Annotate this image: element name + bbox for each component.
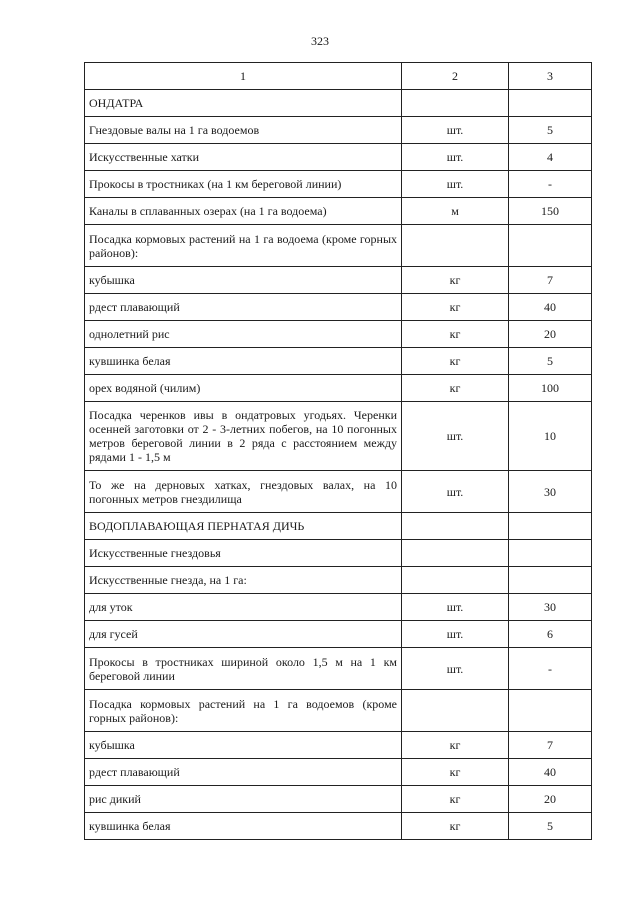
- unit-cell: кг: [402, 294, 509, 321]
- table-row: [85, 225, 592, 267]
- item-name-cell: орех водяной (чилим): [85, 375, 402, 402]
- value-cell: [509, 225, 592, 267]
- unit-cell: шт.: [402, 144, 509, 171]
- section-title: ВОДОПЛАВАЮЩАЯ ПЕРНАТАЯ ДИЧЬ: [85, 513, 402, 540]
- table-row: [85, 117, 592, 144]
- item-name-cell: кубышка: [85, 732, 402, 759]
- table-row: [85, 144, 592, 171]
- unit-cell: шт.: [402, 471, 509, 513]
- item-name-cell: для гусей: [85, 621, 402, 648]
- unit-cell: шт.: [402, 648, 509, 690]
- item-name-cell: Искусственные гнезда, на 1 га:: [85, 567, 402, 594]
- item-name-cell: То же на дерновых хатках, гнездовых валах, на 10 погонных метров гнездилища: [85, 471, 402, 513]
- item-name-cell: Прокосы в тростниках (на 1 км береговой линии): [85, 171, 402, 198]
- value-cell: 20: [509, 786, 592, 813]
- section-row: [85, 90, 592, 117]
- item-name-cell: Посадка кормовых растений на 1 га водоемов (кроме горных районов):: [85, 690, 402, 732]
- table-row: [85, 375, 592, 402]
- value-cell: [509, 540, 592, 567]
- table-row: [85, 198, 592, 225]
- norms-table: [84, 62, 592, 840]
- item-name-cell: Посадка черенков ивы в ондатровых угодьях. Черенки осенней заготовки от 2 - 3-летних побегов, на 10 погонных метров береговой линии в 2 ряда с расстоянием между рядами 1 - 1,5 м: [85, 402, 402, 471]
- unit-cell: кг: [402, 759, 509, 786]
- value-cell: 30: [509, 471, 592, 513]
- item-name-cell: для уток: [85, 594, 402, 621]
- value-cell: 5: [509, 813, 592, 840]
- value-cell: -: [509, 648, 592, 690]
- table-row: [85, 813, 592, 840]
- unit-cell: [402, 90, 509, 117]
- table-row: [85, 471, 592, 513]
- unit-cell: шт.: [402, 117, 509, 144]
- unit-cell: шт.: [402, 594, 509, 621]
- unit-cell: кг: [402, 786, 509, 813]
- column-header: 3: [509, 63, 592, 90]
- item-name-cell: рис дикий: [85, 786, 402, 813]
- unit-cell: шт.: [402, 402, 509, 471]
- value-cell: 40: [509, 294, 592, 321]
- table-row: [85, 171, 592, 198]
- item-name-cell: Прокосы в тростниках шириной около 1,5 м на 1 км береговой линии: [85, 648, 402, 690]
- column-header: 1: [85, 63, 402, 90]
- value-cell: 7: [509, 732, 592, 759]
- value-cell: 7: [509, 267, 592, 294]
- table-row: [85, 267, 592, 294]
- table-row: [85, 621, 592, 648]
- unit-cell: [402, 513, 509, 540]
- table-row: [85, 540, 592, 567]
- unit-cell: кг: [402, 321, 509, 348]
- table-header-row: [85, 63, 592, 90]
- section-title: ОНДАТРА: [85, 90, 402, 117]
- item-name-cell: рдест плавающий: [85, 294, 402, 321]
- item-name-cell: однолетний рис: [85, 321, 402, 348]
- value-cell: 20: [509, 321, 592, 348]
- value-cell: [509, 90, 592, 117]
- unit-cell: [402, 567, 509, 594]
- value-cell: 150: [509, 198, 592, 225]
- table-row: [85, 348, 592, 375]
- unit-cell: [402, 225, 509, 267]
- value-cell: 4: [509, 144, 592, 171]
- unit-cell: кг: [402, 348, 509, 375]
- unit-cell: м: [402, 198, 509, 225]
- table-row: [85, 321, 592, 348]
- table-row: [85, 594, 592, 621]
- item-name-cell: Искусственные гнездовья: [85, 540, 402, 567]
- value-cell: 40: [509, 759, 592, 786]
- column-header: 2: [402, 63, 509, 90]
- item-name-cell: Гнездовые валы на 1 га водоемов: [85, 117, 402, 144]
- item-name-cell: рдест плавающий: [85, 759, 402, 786]
- value-cell: [509, 513, 592, 540]
- item-name-cell: кувшинка белая: [85, 348, 402, 375]
- unit-cell: кг: [402, 375, 509, 402]
- value-cell: [509, 690, 592, 732]
- item-name-cell: кувшинка белая: [85, 813, 402, 840]
- unit-cell: [402, 690, 509, 732]
- unit-cell: кг: [402, 267, 509, 294]
- table-row: [85, 759, 592, 786]
- table-row: [85, 294, 592, 321]
- item-name-cell: Посадка кормовых растений на 1 га водоема (кроме горных районов):: [85, 225, 402, 267]
- value-cell: 5: [509, 117, 592, 144]
- table-row: [85, 732, 592, 759]
- value-cell: 100: [509, 375, 592, 402]
- item-name-cell: Каналы в сплаванных озерах (на 1 га водоема): [85, 198, 402, 225]
- table-row: [85, 648, 592, 690]
- value-cell: 10: [509, 402, 592, 471]
- item-name-cell: кубышка: [85, 267, 402, 294]
- value-cell: [509, 567, 592, 594]
- table-row: [85, 567, 592, 594]
- item-name-cell: Искусственные хатки: [85, 144, 402, 171]
- unit-cell: шт.: [402, 171, 509, 198]
- unit-cell: шт.: [402, 621, 509, 648]
- unit-cell: кг: [402, 813, 509, 840]
- table-row: [85, 786, 592, 813]
- section-row: [85, 513, 592, 540]
- unit-cell: [402, 540, 509, 567]
- page-number: 323: [311, 34, 329, 48]
- unit-cell: кг: [402, 732, 509, 759]
- value-cell: 5: [509, 348, 592, 375]
- value-cell: 6: [509, 621, 592, 648]
- table-row: [85, 402, 592, 471]
- value-cell: -: [509, 171, 592, 198]
- value-cell: 30: [509, 594, 592, 621]
- table-row: [85, 690, 592, 732]
